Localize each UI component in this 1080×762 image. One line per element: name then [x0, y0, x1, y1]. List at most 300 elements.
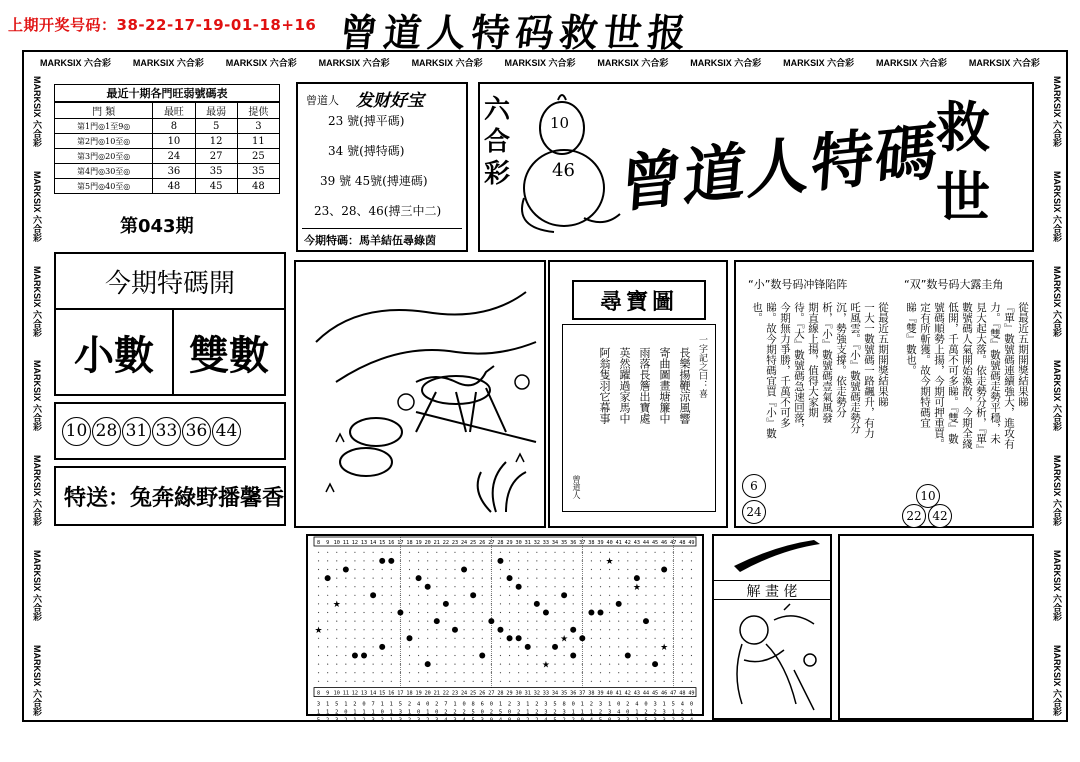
chart-grid-dot	[445, 595, 446, 596]
chart-grid-dot	[673, 664, 674, 665]
chart-grid-dot	[382, 578, 383, 579]
chart-grid-dot	[600, 646, 601, 647]
chart-grid-dot	[409, 578, 410, 579]
treasure-poem-line: 阿翁隻羽它幕事	[598, 347, 611, 424]
chart-grid-dot	[454, 646, 455, 647]
chart-grid-dot	[682, 612, 683, 613]
stats-header-row	[55, 103, 280, 119]
chart-grid-dot	[473, 655, 474, 656]
chart-grid-dot	[591, 595, 592, 596]
chart-grid-dot	[445, 664, 446, 665]
chart-grid-dot	[636, 595, 637, 596]
chart-grid-dot	[627, 629, 628, 630]
chart-grid-dot	[463, 672, 464, 673]
chart-x-tick-bottom: 49	[688, 690, 695, 697]
number-ball: 44	[212, 417, 241, 446]
chart-x-tick: 29	[506, 540, 513, 546]
chart-grid-dot	[382, 612, 383, 613]
analysis-text-column: 睇。故今期特碼宜買『小』數	[765, 302, 777, 439]
chart-grid-dot	[609, 638, 610, 639]
chart-point-dot	[497, 627, 503, 633]
banner-title-right-2: 世	[936, 165, 990, 229]
brand-logo: MARKSIX 六合彩	[1052, 170, 1062, 242]
chart-grid-dot	[345, 552, 346, 553]
chart-grid-dot	[336, 560, 337, 561]
chart-grid-dot	[491, 586, 492, 587]
chart-footer-value: 1	[635, 709, 639, 716]
stats-cell: 45	[195, 179, 237, 194]
chart-grid-dot	[473, 672, 474, 673]
chart-grid-dot	[318, 612, 319, 613]
chart-grid-dot	[682, 646, 683, 647]
chart-grid-dot	[509, 621, 510, 622]
chart-x-tick-bottom: 15	[379, 690, 386, 697]
chart-grid-dot	[518, 578, 519, 579]
chart-grid-dot	[400, 681, 401, 682]
chart-grid-dot	[500, 612, 501, 613]
chart-grid-dot	[327, 638, 328, 639]
chart-grid-dot	[691, 638, 692, 639]
chart-grid-dot	[418, 638, 419, 639]
chart-grid-dot	[518, 603, 519, 604]
chart-grid-dot	[627, 681, 628, 682]
analysis-text-column: 低開，千萬不可多睇。『雙』數	[947, 302, 959, 444]
chart-grid-dot	[573, 664, 574, 665]
brand-logo: MARKSIX 六合彩	[597, 58, 669, 68]
chart-grid-dot	[345, 560, 346, 561]
chart-grid-dot	[636, 672, 637, 673]
chart-point-dot	[497, 558, 503, 564]
chart-grid-dot	[582, 655, 583, 656]
chart-grid-dot	[327, 569, 328, 570]
chart-grid-dot	[409, 569, 410, 570]
chart-grid-dot	[373, 560, 374, 561]
chart-grid-dot	[627, 672, 628, 673]
chart-grid-dot	[509, 560, 510, 561]
chart-grid-dot	[654, 638, 655, 639]
chart-grid-dot	[318, 603, 319, 604]
chart-footer-value: 1	[371, 709, 375, 716]
chart-grid-dot	[336, 655, 337, 656]
chart-grid-dot	[363, 612, 364, 613]
chart-grid-dot	[609, 603, 610, 604]
chart-x-tick-bottom: 36	[570, 690, 577, 697]
chart-grid-dot	[627, 638, 628, 639]
chart-grid-dot	[509, 586, 510, 587]
chart-point-dot	[443, 601, 449, 607]
chart-grid-dot	[618, 655, 619, 656]
chart-grid-dot	[564, 681, 565, 682]
chart-footer-value: 4	[617, 709, 621, 716]
stats-row	[55, 179, 280, 194]
chart-footer-value: 7	[444, 701, 448, 708]
chart-grid-dot	[500, 552, 501, 553]
chart-footer-value: 3	[653, 701, 657, 708]
chart-grid-dot	[391, 646, 392, 647]
chart-grid-dot	[391, 586, 392, 587]
chart-point-dot	[588, 610, 594, 616]
chart-grid-dot	[445, 612, 446, 613]
chart-grid-dot	[527, 664, 528, 665]
chart-footer-value: 7	[371, 701, 375, 708]
chart-grid-dot	[354, 672, 355, 673]
chart-footer-value: 0	[644, 701, 648, 708]
chart-grid-dot	[454, 638, 455, 639]
chart-footer-value: 2	[353, 701, 357, 708]
chart-grid-dot	[600, 664, 601, 665]
chart-grid-dot	[573, 638, 574, 639]
chart-footer-value: 1	[580, 701, 584, 708]
chart-grid-dot	[536, 681, 537, 682]
chart-point-dot	[361, 653, 367, 659]
analysis-ball-10: 10	[916, 484, 940, 508]
chart-footer-value: 2	[380, 717, 384, 724]
chart-footer-value: 1	[426, 709, 430, 716]
chart-grid-dot	[691, 578, 692, 579]
chart-grid-dot	[482, 664, 483, 665]
banner-title: 曾道人特碼	[617, 113, 942, 222]
chart-grid-dot	[645, 646, 646, 647]
chart-grid-dot	[591, 560, 592, 561]
chart-grid-dot	[454, 664, 455, 665]
chart-grid-dot	[582, 681, 583, 682]
chart-grid-dot	[654, 603, 655, 604]
chart-footer-value: 0	[517, 717, 521, 724]
chart-grid-dot	[554, 552, 555, 553]
chart-grid-dot	[327, 586, 328, 587]
chart-grid-dot	[354, 638, 355, 639]
chart-grid-dot	[445, 578, 446, 579]
chart-footer-value: 1	[362, 709, 366, 716]
chart-grid-dot	[609, 621, 610, 622]
analysis-text-column: 定有所斬獲。故今期特碼宜	[919, 302, 931, 428]
chart-grid-dot	[373, 612, 374, 613]
chart-grid-dot	[636, 629, 637, 630]
chart-grid-dot	[473, 552, 474, 553]
analysis-text-column: 期直線上揚，值得大家期	[807, 302, 819, 418]
chart-grid-dot	[336, 681, 337, 682]
chart-grid-dot	[618, 629, 619, 630]
chart-grid-dot	[509, 629, 510, 630]
chart-grid-dot	[582, 552, 583, 553]
chart-x-tick-bottom: 41	[615, 690, 622, 697]
chart-grid-dot	[418, 560, 419, 561]
brand-logo: MARKSIX 六合彩	[32, 170, 42, 242]
chart-x-tick: 9	[326, 540, 330, 546]
chart-grid-dot	[363, 586, 364, 587]
chart-footer-value: 1	[389, 701, 393, 708]
chart-grid-dot	[391, 638, 392, 639]
chart-grid-dot	[536, 612, 537, 613]
chart-grid-dot	[391, 578, 392, 579]
chart-grid-dot	[645, 655, 646, 656]
chart-footer-value: 0	[416, 709, 421, 716]
stats-row	[55, 119, 280, 134]
chart-grid-dot	[636, 664, 637, 665]
chart-grid-dot	[409, 552, 410, 553]
gourd-number-bottom: 46	[552, 160, 575, 181]
chart-grid-dot	[527, 621, 528, 622]
chart-grid-dot	[509, 569, 510, 570]
chart-grid-dot	[509, 612, 510, 613]
chart-grid-dot	[391, 621, 392, 622]
chart-grid-dot	[691, 621, 692, 622]
numbers-box	[54, 402, 286, 460]
chart-grid-dot	[373, 603, 374, 604]
chart-grid-dot	[627, 569, 628, 570]
chart-grid-dot	[373, 586, 374, 587]
chart-grid-dot	[554, 655, 555, 656]
chart-point-dot	[434, 618, 440, 624]
chart-footer-value: 4	[680, 701, 684, 708]
chart-grid-dot	[463, 629, 464, 630]
chart-grid-dot	[564, 603, 565, 604]
stats-cell: 第2門◎10至◎	[55, 134, 153, 149]
chart-x-tick-bottom: 14	[369, 690, 377, 697]
brand-logo: MARKSIX 六合彩	[32, 265, 42, 337]
chart-grid-dot	[400, 672, 401, 673]
chart-point-dot	[579, 635, 585, 641]
chart-grid-dot	[673, 552, 674, 553]
chart-grid-dot	[327, 664, 328, 665]
stats-cell: 36	[153, 164, 195, 179]
chart-grid-dot	[491, 681, 492, 682]
chart-x-tick-bottom: 17	[397, 690, 404, 697]
chart-x-tick: 19	[415, 540, 422, 546]
chart-grid-dot	[382, 664, 383, 665]
chart-grid-dot	[682, 629, 683, 630]
chart-grid-dot	[354, 664, 355, 665]
chart-footer-value: 0	[344, 709, 348, 716]
chart-grid-dot	[591, 621, 592, 622]
chart-point-dot	[516, 584, 522, 590]
chart-grid-dot	[691, 664, 692, 665]
chart-grid-dot	[527, 595, 528, 596]
chart-grid-dot	[591, 664, 592, 665]
chart-grid-dot	[600, 681, 601, 682]
chart-grid-dot	[491, 552, 492, 553]
chart-grid-dot	[518, 672, 519, 673]
chart-x-tick-bottom: 25	[470, 690, 477, 697]
chart-grid-dot	[436, 603, 437, 604]
chart-x-tick: 28	[497, 540, 504, 546]
stats-cell: 11	[237, 134, 279, 149]
chart-grid-dot	[682, 586, 683, 587]
chart-footer-value: 1	[571, 709, 575, 716]
chart-grid-dot	[500, 586, 501, 587]
chart-grid-dot	[654, 552, 655, 553]
chart-grid-dot	[582, 672, 583, 673]
chart-grid-dot	[691, 586, 692, 587]
cartoon-box	[712, 534, 832, 720]
chart-grid-dot	[536, 621, 537, 622]
chart-grid-dot	[636, 569, 637, 570]
chart-footer-value: 5	[398, 701, 403, 708]
chart-grid-dot	[336, 638, 337, 639]
chart-grid-dot	[327, 612, 328, 613]
chart-grid-dot	[545, 595, 546, 596]
chart-grid-dot	[582, 595, 583, 596]
chart-footer-value: 0	[426, 701, 430, 708]
chart-grid-dot	[627, 586, 628, 587]
chart-footer-value: 5	[598, 717, 603, 724]
chart-x-tick: 36	[570, 540, 577, 546]
chart-grid-dot	[463, 578, 464, 579]
treasure-signature: 曾道人	[572, 475, 581, 499]
chart-x-tick: 20	[424, 540, 431, 546]
chart-grid-dot	[318, 672, 319, 673]
chart-grid-dot	[400, 664, 401, 665]
chart-x-tick-bottom: 10	[333, 690, 340, 697]
chart-footer-value: 0	[480, 709, 484, 716]
chart-footer-value: 0	[580, 717, 584, 724]
chart-point-dot	[507, 635, 513, 641]
chart-point-dot	[470, 592, 476, 598]
chart-footer-value: 5	[335, 701, 339, 708]
chart-grid-dot	[573, 603, 574, 604]
chart-footer-value: 2	[589, 701, 594, 708]
analysis-text-column: 待。『大』數號碼急速回落，	[793, 302, 805, 434]
chart-grid-dot	[400, 578, 401, 579]
chart-grid-dot	[500, 646, 501, 647]
chart-x-tick-bottom: 46	[661, 690, 668, 697]
chart-grid-dot	[482, 681, 483, 682]
chart-footer-value: 2	[635, 717, 639, 724]
chart-x-tick-bottom: 47	[670, 690, 677, 697]
chart-grid-dot	[427, 603, 428, 604]
chart-grid-dot	[664, 655, 665, 656]
chart-grid-dot	[609, 672, 610, 673]
chart-footer-value: 2	[535, 709, 539, 716]
chart-grid-dot	[518, 655, 519, 656]
chart-point-dot	[407, 635, 413, 641]
chart-x-tick: 30	[515, 540, 522, 546]
chart-grid-dot	[582, 560, 583, 561]
chart-grid-dot	[391, 603, 392, 604]
analysis-text-column: 『單』數號碼連續強大，進攻有	[1003, 302, 1015, 449]
analysis-text-column: 也。	[751, 302, 763, 323]
chart-grid-dot	[527, 638, 528, 639]
chart-grid-dot	[354, 603, 355, 604]
chart-x-tick: 22	[442, 540, 450, 546]
chart-grid-dot	[327, 603, 328, 604]
chart-grid-dot	[545, 646, 546, 647]
analysis-text-column: 力。『雙』數號碼走勢平穩，未	[989, 302, 1001, 444]
analysis-text-column: 析，『小』數號碼壹氣風發	[821, 302, 833, 423]
chart-grid-dot	[654, 629, 655, 630]
number-ball: 28	[92, 417, 121, 446]
chart-grid-dot	[591, 569, 592, 570]
chart-grid-dot	[445, 629, 446, 630]
chart-x-tick-bottom: 45	[651, 690, 659, 697]
treasure-scroll	[562, 324, 716, 512]
chart-grid-dot	[354, 612, 355, 613]
brand-logo: MARKSIX 六合彩	[1052, 644, 1062, 716]
chart-footer-value: 3	[626, 717, 630, 724]
chart-grid-dot	[573, 552, 574, 553]
chart-grid-dot	[318, 586, 319, 587]
chart-grid-dot	[573, 681, 574, 682]
chart-grid-dot	[654, 595, 655, 596]
chart-grid-dot	[682, 569, 683, 570]
chart-x-tick: 10	[333, 540, 340, 546]
chart-grid-dot	[682, 664, 683, 665]
chart-point-star: ★	[332, 600, 341, 611]
chart-grid-dot	[582, 603, 583, 604]
chart-grid-dot	[554, 595, 555, 596]
chart-grid-dot	[573, 560, 574, 561]
chart-footer-value: 3	[607, 709, 612, 716]
chart-grid-dot	[627, 552, 628, 553]
brush-icon	[714, 536, 830, 580]
chart-grid-dot	[345, 603, 346, 604]
brand-logo: MARKSIX 六合彩	[318, 58, 390, 68]
chart-grid-dot	[327, 629, 328, 630]
chart-x-tick-bottom: 24	[460, 690, 468, 697]
chart-footer-value: 1	[326, 701, 330, 708]
chart-grid-dot	[582, 569, 583, 570]
chart-grid-dot	[509, 681, 510, 682]
chart-grid-dot	[582, 621, 583, 622]
chart-grid-dot	[564, 621, 565, 622]
chart-grid-dot	[409, 603, 410, 604]
banner-box	[478, 82, 1034, 252]
banner-char-3: 彩	[484, 159, 511, 189]
treasure-poem-heading: 一字記之曰：喜	[697, 335, 707, 398]
analysis-text-column: 從最近五期開獎結果睇	[877, 302, 889, 407]
chart-x-tick-bottom: 22	[442, 690, 450, 697]
chart-grid-dot	[518, 664, 519, 665]
chart-grid-dot	[354, 646, 355, 647]
chart-footer-value: 3	[617, 717, 621, 724]
chart-point-dot	[534, 601, 540, 607]
chart-grid-dot	[491, 612, 492, 613]
chart-grid-dot	[500, 638, 501, 639]
chart-grid-dot	[409, 586, 410, 587]
chart-grid-dot	[336, 629, 337, 630]
chart-grid-dot	[463, 552, 464, 553]
chart-grid-dot	[682, 655, 683, 656]
chart-grid-dot	[445, 621, 446, 622]
chart-footer-value: 1	[607, 701, 612, 708]
chart-grid-dot	[536, 578, 537, 579]
chart-grid-dot	[382, 595, 383, 596]
chart-x-tick-bottom: 29	[506, 690, 513, 697]
chart-footer-value: 0	[571, 701, 575, 708]
chart-point-dot	[598, 610, 604, 616]
chart-grid-dot	[363, 603, 364, 604]
chart-grid-dot	[600, 603, 601, 604]
chart-grid-dot	[609, 655, 610, 656]
chart-grid-dot	[318, 552, 319, 553]
stats-cell: 3	[237, 119, 279, 134]
chart-x-tick-bottom: 26	[479, 690, 486, 697]
chart-grid-dot	[363, 578, 364, 579]
chart-grid-dot	[645, 638, 646, 639]
number-ball: 31	[122, 417, 151, 446]
stats-cell: 35	[237, 164, 279, 179]
chart-footer-value: 1	[389, 709, 393, 716]
chart-grid-dot	[482, 646, 483, 647]
chart-grid-dot	[627, 612, 628, 613]
chart-grid-dot	[345, 655, 346, 656]
chart-grid-dot	[554, 603, 555, 604]
chart-grid-dot	[345, 629, 346, 630]
chart-grid-dot	[609, 612, 610, 613]
chart-grid-dot	[373, 664, 374, 665]
chart-grid-dot	[345, 638, 346, 639]
chart-grid-dot	[654, 586, 655, 587]
